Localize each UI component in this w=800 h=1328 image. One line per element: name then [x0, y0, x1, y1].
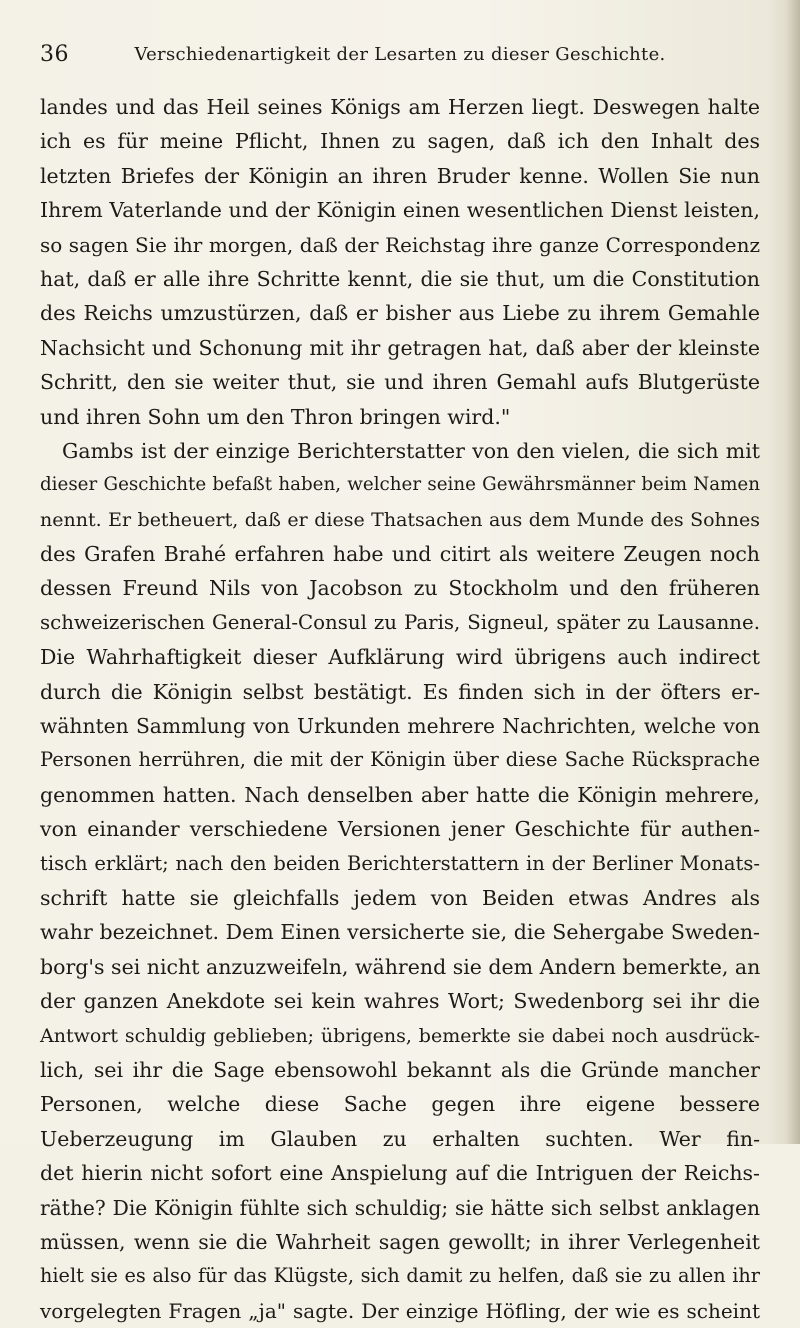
text-line: von einander verschiedene Versionen jener Geschichte für authen- — [40, 817, 760, 842]
text-line: det hierin nicht sofort eine Anspielung auf die Intriguen der Reichs- — [40, 1161, 760, 1186]
text-line: hat, daß er alle ihre Schritte kennt, die sie thut, um die Constitution — [40, 266, 760, 291]
page-edge-shadow — [786, 0, 800, 1144]
text-line: vorgelegten Fragen „ja" sagte. Der einzige Höfling, der wie es scheint — [40, 1298, 760, 1323]
page-number: 36 — [40, 42, 69, 67]
body-text — [40, 90, 760, 1328]
text-line: Antwort schuldig geblieben; übrigens, bemerkte sie dabei noch ausdrück- — [40, 1024, 760, 1047]
text-line: dessen Freund Nils von Jacobson zu Stockholm und den früheren — [40, 576, 760, 601]
text-line: Personen herrühren, die mit der Königin über diese Sache Rücksprache — [40, 748, 760, 772]
text-line: Schritt, den sie weiter thut, sie und ihren Gemahl aufs Blutgerüste — [40, 370, 760, 395]
text-line: hielt sie es also für das Klügste, sich damit zu helfen, daß sie zu allen ihr — [40, 1264, 760, 1288]
text-line: ich es für meine Pflicht, Ihnen zu sagen, daß ich den Inhalt des — [40, 129, 760, 154]
text-line: des Reichs umzustürzen, daß er bisher aus Liebe zu ihrem Gemahle — [40, 301, 760, 326]
text-line: des Grafen Brahé erfahren habe und citirt als weitere Zeugen noch — [40, 542, 760, 567]
text-line: genommen hatten. Nach denselben aber hatte die Königin mehrere, — [40, 782, 760, 807]
text-line: Gambs ist der einzige Berichterstatter von den vielen, die sich mit — [62, 438, 760, 463]
text-line: landes und das Heil seines Königs am Herzen liegt. Deswegen halte — [40, 95, 760, 119]
text-line: der ganzen Anekdote sei kein wahres Wort; Swedenborg sei ihr die — [40, 989, 760, 1014]
text-line: dieser Geschichte befaßt haben, welcher seine Gewährsmänner beim Namen — [40, 474, 760, 496]
text-line: wahr bezeichnet. Dem Einen versicherte sie, die Sehergabe Sweden- — [40, 920, 760, 945]
text-line: so sagen Sie ihr morgen, daß der Reichstag ihre ganze Correspondenz — [40, 232, 760, 257]
text-line: Ihrem Vaterlande und der Königin einen wesentlichen Dienst leisten, — [40, 198, 760, 223]
text-line: lich, sei ihr die Sage ebensowohl bekannt als die Gründe mancher — [40, 1057, 760, 1082]
text-line: Die Wahrhaftigkeit dieser Aufklärung wird übrigens auch indirect — [40, 645, 760, 670]
text-line: müssen, wenn sie die Wahrheit sagen gewollt; in ihrer Verlegenheit — [40, 1229, 760, 1254]
text-line: und ihren Sohn um den Thron bringen wird." — [40, 404, 511, 429]
text-line: letzten Briefes der Königin an ihren Bruder kenne. Wollen Sie nun — [40, 163, 760, 188]
text-line: borg's sei nicht anzuzweifeln, während sie dem Andern bemerkte, an — [40, 954, 761, 979]
page-header — [0, 40, 800, 76]
text-line: tisch erklärt; nach den beiden Berichterstattern in der Berliner Monats- — [40, 851, 760, 875]
running-head: Verschiedenartigkeit der Lesarten zu dieser Geschichte. — [134, 44, 666, 65]
text-line: durch die Königin selbst bestätigt. Es finden sich in der öfters er- — [40, 679, 760, 704]
text-line: räthe? Die Königin fühlte sich schuldig; sie hätte sich selbst anklagen — [40, 1195, 760, 1220]
text-line: wähnten Sammlung von Urkunden mehrere Nachrichten, welche von — [40, 714, 760, 739]
text-line: Personen, welche diese Sache gegen ihre eigene bessere — [40, 1092, 760, 1117]
text-line: Nachsicht und Schonung mit ihr getragen hat, daß aber der kleinste — [40, 335, 760, 360]
text-line: Ueberzeugung im Glauben zu erhalten suchten. Wer fin- — [40, 1126, 760, 1151]
text-line: nennt. Er betheuert, daß er diese Thatsachen aus dem Munde des Sohnes — [40, 508, 760, 531]
text-line: schweizerischen General-Consul zu Paris, Signeul, später zu Lausanne. — [40, 610, 760, 634]
text-line: schrift hatte sie gleichfalls jedem von Beiden etwas Andres als — [40, 885, 760, 910]
